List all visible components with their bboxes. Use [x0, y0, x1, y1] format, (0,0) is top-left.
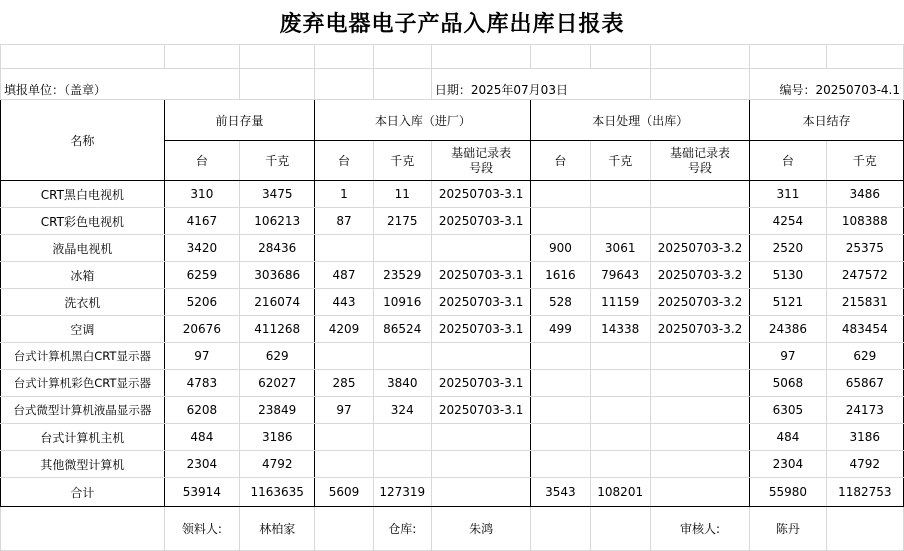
row-prev-kg: 23849	[240, 397, 315, 424]
row-close-unit: 5068	[750, 370, 826, 397]
table-row	[1, 316, 904, 343]
row-close-unit: 311	[750, 181, 826, 208]
row-prev-unit: 4167	[164, 208, 239, 235]
row-out-kg	[590, 424, 650, 451]
table-row	[1, 397, 904, 424]
row-in-record	[431, 424, 530, 451]
row-name: 空调	[1, 316, 165, 343]
spacer-row	[1, 45, 904, 69]
row-out-record	[650, 397, 749, 424]
receiver-label: 领料人:	[164, 507, 239, 551]
row-in-kg: 2175	[373, 208, 431, 235]
header-in-unit: 台	[315, 141, 373, 181]
report-title: 废弃电器电子产品入库出库日报表	[0, 0, 904, 45]
row-out-unit	[531, 397, 590, 424]
header-closing: 本日结存	[750, 100, 904, 141]
header-in-record-text: 基础记录表 号段	[451, 145, 512, 175]
row-out-unit	[531, 343, 590, 370]
row-out-record	[650, 424, 749, 451]
row-in-kg: 324	[373, 397, 431, 424]
row-prev-unit: 4783	[164, 370, 239, 397]
row-close-unit: 2304	[750, 451, 826, 478]
row-close-unit: 2520	[750, 235, 826, 262]
header-out-record-text: 基础记录表 号段	[670, 145, 731, 175]
total-in-unit: 5609	[315, 478, 373, 507]
row-name: 冰箱	[1, 262, 165, 289]
row-out-record: 20250703-3.2	[650, 289, 749, 316]
header-outbound: 本日处理（出库）	[531, 100, 750, 141]
row-out-kg	[590, 181, 650, 208]
row-in-kg	[373, 343, 431, 370]
header-prev-stock: 前日存量	[164, 100, 315, 141]
row-out-unit	[531, 451, 590, 478]
row-name: 台式微型计算机液晶显示器	[1, 397, 165, 424]
total-close-kg: 1182753	[826, 478, 903, 507]
row-prev-unit: 5206	[164, 289, 239, 316]
header-row-1	[1, 100, 904, 141]
receiver-name: 林柏家	[240, 507, 315, 551]
row-in-unit: 87	[315, 208, 373, 235]
total-out-record	[650, 478, 749, 507]
header-prev-kg: 千克	[240, 141, 315, 181]
row-in-record: 20250703-3.1	[431, 262, 530, 289]
row-name: 液晶电视机	[1, 235, 165, 262]
row-in-unit: 285	[315, 370, 373, 397]
row-name: 其他微型计算机	[1, 451, 165, 478]
row-out-unit	[531, 181, 590, 208]
row-prev-kg: 4792	[240, 451, 315, 478]
row-out-record	[650, 370, 749, 397]
row-close-unit: 97	[750, 343, 826, 370]
total-in-record	[431, 478, 530, 507]
row-in-record: 20250703-3.1	[431, 208, 530, 235]
header-out-kg: 千克	[590, 141, 650, 181]
row-prev-unit: 20676	[164, 316, 239, 343]
row-prev-unit: 6259	[164, 262, 239, 289]
row-in-record: 20250703-3.1	[431, 316, 530, 343]
row-in-unit	[315, 424, 373, 451]
reviewer-label: 审核人:	[650, 507, 749, 551]
row-out-record	[650, 343, 749, 370]
row-close-kg: 3186	[826, 424, 903, 451]
row-close-unit: 4254	[750, 208, 826, 235]
row-in-kg: 23529	[373, 262, 431, 289]
row-prev-unit: 97	[164, 343, 239, 370]
fill-unit-label: 填报单位：（盖章）	[1, 69, 240, 100]
row-in-kg	[373, 235, 431, 262]
header-name: 名称	[1, 100, 165, 181]
row-close-kg: 4792	[826, 451, 903, 478]
row-prev-unit: 310	[164, 181, 239, 208]
row-in-record	[431, 451, 530, 478]
row-prev-kg: 411268	[240, 316, 315, 343]
row-name: CRT黑白电视机	[1, 181, 165, 208]
row-prev-unit: 6208	[164, 397, 239, 424]
row-close-kg: 108388	[826, 208, 903, 235]
row-out-kg	[590, 208, 650, 235]
row-prev-kg: 3186	[240, 424, 315, 451]
row-out-kg	[590, 397, 650, 424]
reviewer-name: 陈丹	[750, 507, 826, 551]
row-in-unit	[315, 235, 373, 262]
row-out-unit	[531, 424, 590, 451]
row-out-record	[650, 208, 749, 235]
row-close-kg: 25375	[826, 235, 903, 262]
row-close-kg: 65867	[826, 370, 903, 397]
row-out-kg	[590, 370, 650, 397]
row-out-record: 20250703-3.2	[650, 316, 749, 343]
row-in-kg: 3840	[373, 370, 431, 397]
row-prev-kg: 106213	[240, 208, 315, 235]
row-name: 洗衣机	[1, 289, 165, 316]
row-close-unit: 5121	[750, 289, 826, 316]
row-close-unit: 484	[750, 424, 826, 451]
row-name: CRT彩色电视机	[1, 208, 165, 235]
table-row	[1, 424, 904, 451]
total-out-kg: 108201	[590, 478, 650, 507]
header-close-unit: 台	[750, 141, 826, 181]
table-row	[1, 289, 904, 316]
row-in-record: 20250703-3.1	[431, 289, 530, 316]
row-prev-kg: 216074	[240, 289, 315, 316]
row-out-unit: 499	[531, 316, 590, 343]
table-row	[1, 262, 904, 289]
row-close-kg: 3486	[826, 181, 903, 208]
warehouse-name: 朱鸿	[431, 507, 530, 551]
total-in-kg: 127319	[373, 478, 431, 507]
warehouse-label: 仓库:	[373, 507, 431, 551]
row-out-kg	[590, 343, 650, 370]
row-in-unit: 487	[315, 262, 373, 289]
row-close-kg: 247572	[826, 262, 903, 289]
row-prev-unit: 3420	[164, 235, 239, 262]
total-out-unit: 3543	[531, 478, 590, 507]
row-close-unit: 6305	[750, 397, 826, 424]
row-out-kg: 79643	[590, 262, 650, 289]
report-table	[0, 44, 904, 551]
row-out-record	[650, 451, 749, 478]
row-close-kg: 215831	[826, 289, 903, 316]
info-row	[1, 69, 904, 100]
row-in-record: 20250703-3.1	[431, 181, 530, 208]
table-row	[1, 343, 904, 370]
row-in-kg	[373, 424, 431, 451]
row-in-kg: 10916	[373, 289, 431, 316]
row-prev-kg: 3475	[240, 181, 315, 208]
row-in-kg	[373, 451, 431, 478]
row-prev-kg: 629	[240, 343, 315, 370]
row-in-unit	[315, 451, 373, 478]
table-row	[1, 451, 904, 478]
total-label: 合计	[1, 478, 165, 507]
row-in-unit: 443	[315, 289, 373, 316]
row-name: 台式计算机主机	[1, 424, 165, 451]
row-prev-unit: 2304	[164, 451, 239, 478]
header-out-record	[650, 141, 749, 181]
report-number: 编号：20250703-4.1	[750, 69, 904, 100]
total-row	[1, 478, 904, 507]
row-close-unit: 24386	[750, 316, 826, 343]
row-in-unit	[315, 343, 373, 370]
signature-row	[1, 507, 904, 551]
header-inbound: 本日入库（进厂）	[315, 100, 531, 141]
row-name: 台式计算机彩色CRT显示器	[1, 370, 165, 397]
row-in-record	[431, 235, 530, 262]
row-out-unit	[531, 370, 590, 397]
row-name: 台式计算机黑白CRT显示器	[1, 343, 165, 370]
table-row	[1, 181, 904, 208]
total-close-unit: 55980	[750, 478, 826, 507]
row-out-unit: 528	[531, 289, 590, 316]
header-in-record	[431, 141, 530, 181]
row-close-kg: 483454	[826, 316, 903, 343]
row-out-kg: 11159	[590, 289, 650, 316]
table-row	[1, 208, 904, 235]
total-prev-kg: 1163635	[240, 478, 315, 507]
header-in-kg: 千克	[373, 141, 431, 181]
row-out-kg	[590, 451, 650, 478]
row-prev-unit: 484	[164, 424, 239, 451]
row-close-kg: 24173	[826, 397, 903, 424]
row-out-unit: 1616	[531, 262, 590, 289]
row-close-unit: 5130	[750, 262, 826, 289]
row-close-kg: 629	[826, 343, 903, 370]
table-row	[1, 235, 904, 262]
row-in-unit: 97	[315, 397, 373, 424]
row-out-kg: 3061	[590, 235, 650, 262]
row-in-record	[431, 343, 530, 370]
row-prev-kg: 28436	[240, 235, 315, 262]
row-out-unit: 900	[531, 235, 590, 262]
row-out-record: 20250703-3.2	[650, 235, 749, 262]
row-in-unit: 1	[315, 181, 373, 208]
row-in-unit: 4209	[315, 316, 373, 343]
table-row	[1, 370, 904, 397]
row-prev-kg: 303686	[240, 262, 315, 289]
row-in-record: 20250703-3.1	[431, 370, 530, 397]
row-out-record	[650, 181, 749, 208]
row-out-record: 20250703-3.2	[650, 262, 749, 289]
data-rows	[1, 181, 904, 478]
row-in-record: 20250703-3.1	[431, 397, 530, 424]
row-out-kg: 14338	[590, 316, 650, 343]
row-out-unit	[531, 208, 590, 235]
header-out-unit: 台	[531, 141, 590, 181]
row-in-kg: 11	[373, 181, 431, 208]
total-prev-unit: 53914	[164, 478, 239, 507]
row-prev-kg: 62027	[240, 370, 315, 397]
report-date: 日期：2025年07月03日	[431, 69, 650, 100]
row-in-kg: 86524	[373, 316, 431, 343]
header-prev-unit: 台	[164, 141, 239, 181]
header-close-kg: 千克	[826, 141, 903, 181]
